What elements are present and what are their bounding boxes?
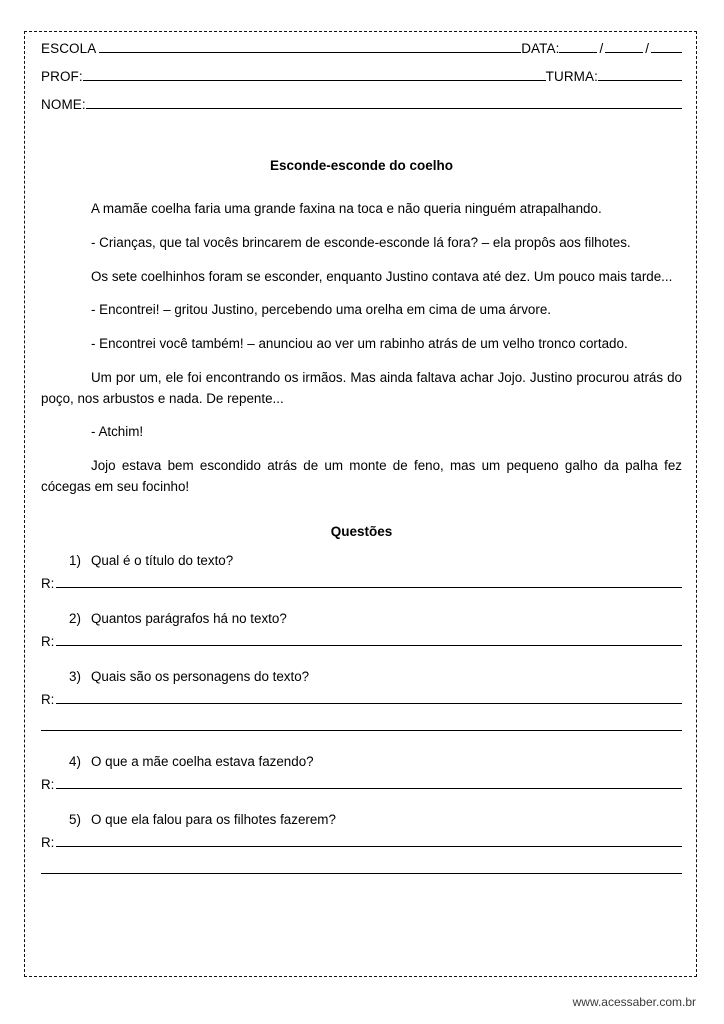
identification-header [41,40,682,124]
escola-input-line[interactable] [99,40,521,53]
answer-label: R: [41,776,55,792]
story-body [41,199,682,498]
escola-label: ESCOLA [41,41,97,56]
prof-label: PROF: [41,69,83,84]
answer-line[interactable] [56,833,682,847]
answer-line[interactable] [41,717,682,731]
answer-label: R: [41,633,55,649]
question-item [69,812,682,827]
answer-block [41,632,682,659]
story-paragraph: - Encontrei! – gritou Justino, percebendo uma orelha em cima de uma árvore. [91,302,551,318]
answer-row [41,860,682,887]
data-day-line[interactable] [559,40,597,53]
answer-line[interactable] [56,775,682,789]
story-paragraph: Jojo estava bem escondido atrás de um monte de feno, mas um pequeno galho da palha fez cócegas em seu focinho! [41,458,682,494]
answer-label: R: [41,691,55,707]
answer-line[interactable] [41,860,682,874]
prof-turma-row [41,68,682,96]
story-title: Esconde-esconde do coelho [269,158,454,173]
question-item [69,611,682,626]
answer-block [41,690,682,744]
question-text: O que ela falou para os filhotes fazerem? [91,811,336,827]
question-number: 3) [69,668,81,684]
answer-row [41,833,682,860]
nome-row [41,96,682,124]
question-text: Quais são os personagens do texto? [91,668,310,684]
answer-row [41,632,682,659]
questions-title: Questões [330,523,393,539]
turma-label: TURMA: [545,69,598,84]
answer-line[interactable] [56,574,682,588]
story-paragraph: A mamãe coelha faria uma grande faxina na toca e não queria ninguém atrapalhando. [91,201,602,216]
data-label: DATA: [521,41,560,56]
answer-line[interactable] [56,690,682,704]
question-item [69,553,682,568]
turma-input-line[interactable] [598,68,682,81]
answer-block [41,574,682,601]
answer-row [41,690,682,717]
worksheet-dashed-frame [24,31,697,977]
answer-block [41,833,682,887]
question-text: Qual é o título do texto? [91,552,234,568]
data-month-line[interactable] [605,40,643,53]
answer-label: R: [41,834,55,850]
story-paragraph: - Crianças, que tal vocês brincarem de esconde-esconde lá fora? – ela propôs aos filhotes. [91,234,631,250]
prof-input-line[interactable] [83,68,546,81]
story-paragraph: - Atchim! [91,424,144,440]
question-text: O que a mãe coelha estava fazendo? [91,753,314,769]
answer-block [41,775,682,802]
question-number: 5) [69,811,81,827]
data-slash-2: / [645,41,649,56]
answer-row [41,574,682,601]
data-year-line[interactable] [651,40,682,53]
worksheet-content [41,40,682,970]
answer-row [41,775,682,802]
question-number: 2) [69,610,81,626]
escola-data-row [41,40,682,68]
question-number: 1) [69,552,81,568]
nome-label: NOME: [41,97,86,112]
question-number: 4) [69,753,81,769]
answer-label: R: [41,575,55,591]
data-slash-1: / [599,41,604,56]
question-item [69,754,682,769]
nome-input-line[interactable] [86,96,682,109]
story-paragraph: - Encontrei você também! – anunciou ao ver um rabinho atrás de um velho tronco cortado. [91,336,628,352]
site-footer: www.acessaber.com.br [572,995,696,1009]
answer-line[interactable] [56,632,682,646]
question-text: Quantos parágrafos há no texto? [91,610,287,626]
story-paragraph: Os sete coelhinhos foram se esconder, enquanto Justino contava até dez. Um pouco mais tarde... [91,268,673,284]
story-paragraph: Um por um, ele foi encontrando os irmãos. Mas ainda faltava achar Jojo. Justino procurou atrás do poço, nos arbustos e nada. De repente... [41,369,682,406]
question-item [69,669,682,684]
answer-row [41,717,682,744]
